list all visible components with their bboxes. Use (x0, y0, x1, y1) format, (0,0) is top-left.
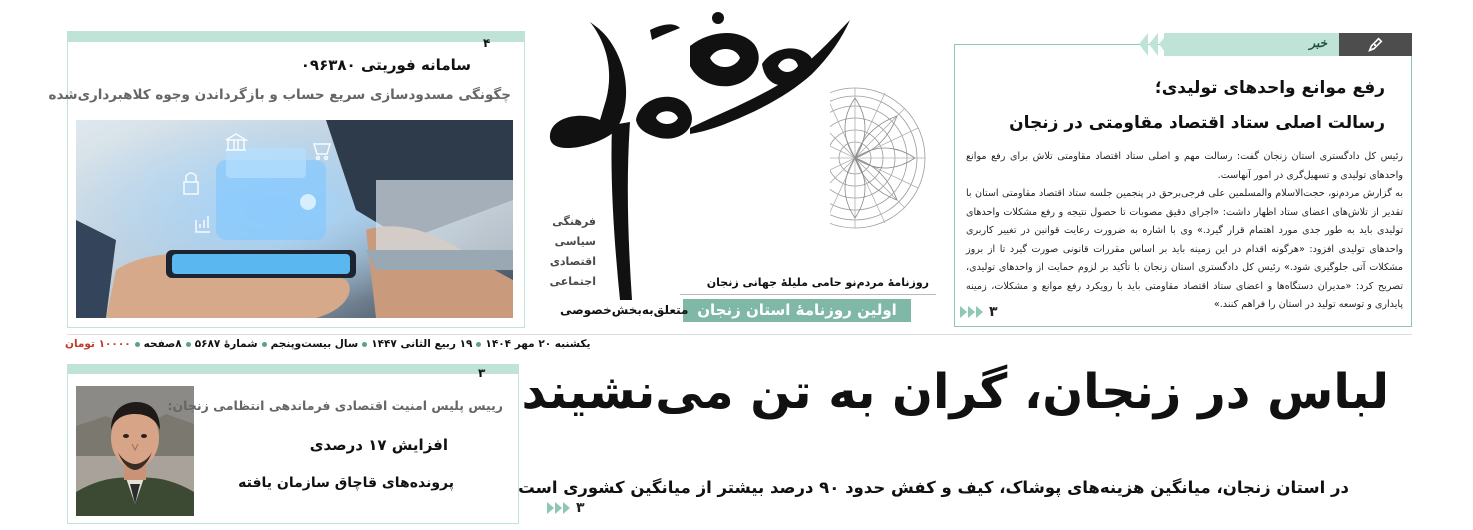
dateline-pages: ۸صفحه (143, 338, 182, 350)
chevron-right-icon (960, 306, 984, 318)
tagline-word: سیاسی (554, 235, 596, 248)
dateline-price: ۱۰۰۰۰ تومان (65, 338, 131, 350)
dateline-year: سال بیست‌وپنجم (270, 338, 359, 350)
left-bottom-headline-line2[interactable]: پرونده‌های قاچاق سازمان یافته (238, 475, 454, 491)
left-bottom-accent-bar (67, 364, 519, 374)
bullet-icon (362, 342, 367, 347)
news-page-ref[interactable] (960, 304, 998, 320)
news-body (966, 148, 1403, 315)
left-bottom-kicker: رییس پلیس امنیت اقتصادی فرماندهی انتظامی زنجان: (167, 398, 503, 413)
news-section-header (1164, 33, 1339, 56)
left-top-accent-bar (67, 31, 525, 42)
bullet-icon (476, 342, 481, 347)
news-paragraph-2: به گزارش مردم‌نو، حجت‌الاسلام والمسلمین علی فرجی‌برحق در پنجمین جلسه ستاد اقتصاد مقاومتی استان با تقدیر از تلاش‌های اعضای ستاد اظهار داشت: «اجرای دقیق مصوبات تا حصول نتیجه و رفع مشکلات واحدهای تولیدی باید به طور جدی مورد اهتمام قرار گیرد.» وی با اشاره به ضرورت رعایت قوانین در تغییر کاربری واحدهای تولیدی افزود: «هرگونه اقدام در این زمینه باید بر اساس مقررات قانونی صورت گیرد تا از بروز مشکلات آتی جلوگیری شود.» رئیس کل دادگستری استان زنجان با تأکید بر لزوم حمایت از واحدهای تولیدی، تصریح کرد: «مدیران دستگاه‌ها و اعضای ستاد اقتصاد مقاومتی باید با رویکرد رفع موانع و مشکلات، زمینه پایداری و توسعه تولید در استان را فراهم کنند.» (966, 188, 1403, 310)
ownership-note: متعلق‌به‌بخش‌خصوصی (560, 303, 689, 317)
divider (680, 294, 936, 295)
left-bottom-page-number: ۳ (478, 366, 486, 380)
left-top-page-number: ۴ (483, 36, 491, 50)
news-title-line2[interactable]: رسالت اصلی ستاد اقتصاد مقاومتی در زنجان (1009, 113, 1385, 133)
bullet-icon (135, 342, 140, 347)
fintech-photo (76, 120, 513, 318)
news-icon-box (1339, 33, 1412, 56)
main-subheadline[interactable]: در استان زنجان، میانگین هزینه‌های پوشاک، کیف و کفش حدود ۹۰ درصد بیشتر از میانگین کشوری است (518, 478, 1349, 497)
news-paragraph-1: رئیس کل دادگستری استان زنجان گفت: رسالت مهم و اصلی ستاد اقتصاد مقاومتی تلاش برای رفع موانع واحدهای تولیدی و تسهیل‌گری در امور آنهاست. (966, 151, 1403, 181)
main-headline[interactable]: لباس در زنجان، گران به تن می‌نشیند (521, 364, 1389, 420)
left-top-subheadline[interactable]: چگونگی مسدودسازی سریع حساب و بازگرداندن وجوه کلاهبرداری‌شده (48, 87, 511, 103)
masthead-tagline (546, 212, 596, 292)
chevron-decoration-icon (1138, 33, 1168, 56)
news-title-line1[interactable]: رفع موانع واحدهای تولیدی؛ (1154, 78, 1385, 98)
dateline (65, 338, 591, 350)
dateline-hijri: ۱۹ ربیع الثانی ۱۴۴۷ (371, 338, 473, 350)
dateline-date: یکشنبه ۲۰ مهر ۱۴۰۴ (485, 338, 591, 350)
news-section-label: خبر (1309, 36, 1327, 50)
left-top-headline[interactable]: سامانه فوریتی ۰۹۶۳۸۰ (300, 56, 471, 74)
bullet-icon (262, 342, 267, 347)
news-page-number: ۳ (989, 304, 998, 320)
bullet-icon (186, 342, 191, 347)
main-page-ref[interactable] (547, 500, 585, 516)
divider (67, 334, 1412, 335)
pen-icon (1366, 36, 1384, 54)
left-bottom-headline-line1[interactable]: افزایش ۱۷ درصدی (309, 436, 448, 454)
provincial-banner: اولین روزنامهٔ استان زنجان (683, 299, 911, 322)
dateline-issue: شمارهٔ ۵۶۸۷ (194, 338, 258, 350)
tagline-word: اجتماعی (549, 275, 596, 288)
chevron-right-icon (547, 502, 571, 514)
tagline-word: اقتصادی (549, 255, 596, 268)
masthead-subtitle: روزنامهٔ مردم‌نو حامی مليلهٔ جهانی زنجان (706, 276, 929, 289)
tagline-word: فرهنگی (552, 215, 596, 228)
main-page-number: ۳ (576, 500, 585, 516)
